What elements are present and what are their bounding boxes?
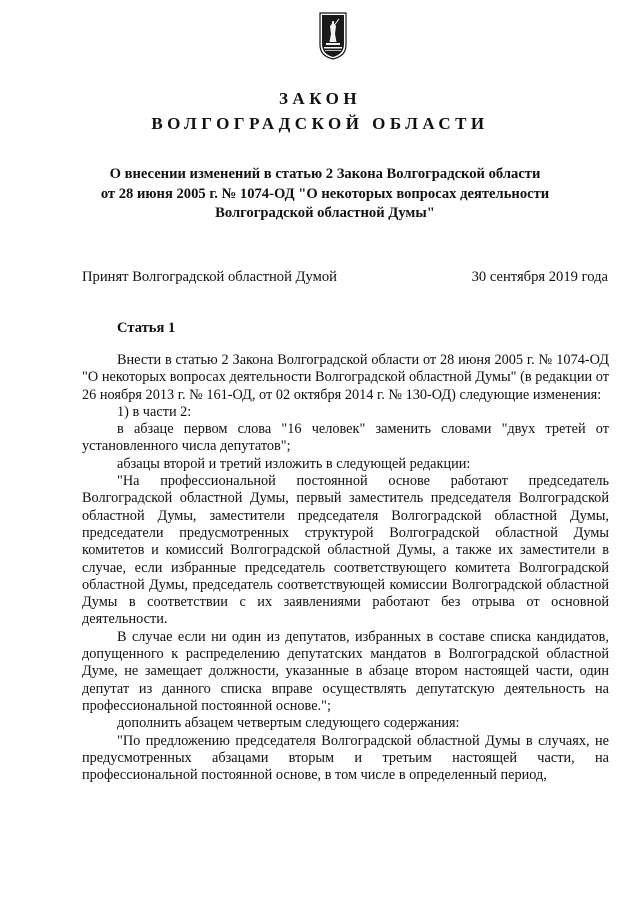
- article-body: [82, 352, 609, 784]
- article-heading: Статья 1: [117, 320, 176, 336]
- subject-line: О внесении изменений в статью 2 Закона Волгоградской области: [109, 166, 541, 182]
- coat-of-arms-icon: [319, 12, 347, 60]
- paragraph: "По предложению председателя Волгоградской областной Думы в случаях, не предусмотренных абзацами вторым и третьим настоящей части, на профессиональной постоянной основе, в том числе в определенный период,: [82, 732, 609, 784]
- subject-line: от 28 июня 2005 г. № 1074-ОД "О некоторых вопросах деятельности: [100, 185, 550, 202]
- paragraph: 1) в части 2:: [117, 403, 192, 420]
- paragraph: В случае если ни один из депутатов, избранных в составе списка кандидатов, допущенного к распределению депутатских мандатов в Волгоградской областной Думе, не замещает должности, указанные в абзаце втором настоящей части, один депутат из данного списка вправе осуществлять депутатскую деятельность на профессиональной постоянной основе.";: [82, 628, 609, 714]
- paragraph: "На профессиональной постоянной основе работают председатель Волгоградской областной Думы, первый заместитель председателя Волгоградской областной Думы, заместители председателя Волгоградской областной Думы, председатели предусмотренных структурой Волгоградской областной Думы комитетов и комиссий Волгоградской областной Думы, а также их заместители в случае, если избранные председатель соответствующего комитета Волгоградской областной Думы, председатель соответствующей комиссии Волгоградской областной Думы в соответствии с их заявлениями работают без отрыва от основной деятельности.: [82, 473, 609, 628]
- subject-line: Волгоградской областной Думы": [215, 205, 435, 221]
- adopted-by: Принят Волгоградской областной Думой: [82, 269, 337, 285]
- region-title: ВОЛГОГРАДСКОЙ ОБЛАСТИ: [151, 114, 489, 133]
- paragraph: абзацы второй и третий изложить в следующей редакции:: [117, 455, 471, 472]
- paragraph: дополнить абзацем четвертым следующего содержания:: [117, 715, 460, 732]
- paragraph: в абзаце первом слова "16 человек" заменить словами "двух третей от установленного числа депутатов";: [82, 421, 609, 455]
- adoption-date: 30 сентября 2019 года: [471, 269, 608, 285]
- law-title: ЗАКОН: [278, 89, 362, 108]
- law-subject: [60, 165, 590, 224]
- paragraph: Внести в статью 2 Закона Волгоградской области от 28 июня 2005 г. № 1074-ОД "О некоторых вопросах деятельности Волгоградской областной Думы" (в редакции от 26 ноября 2013 г. № 161-ОД, от 02 октября 2014 г. № 130-ОД) следующие изменения:: [82, 352, 609, 403]
